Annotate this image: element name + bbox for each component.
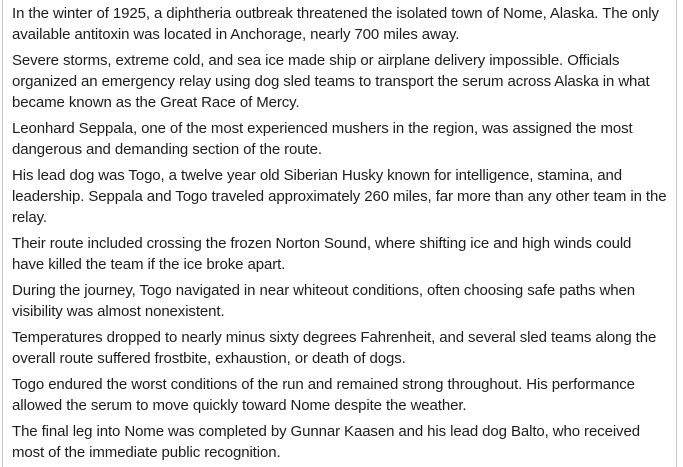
paragraph: Leonhard Seppala, one of the most experienced mushers in the region, was assigned the most dangerous and demanding section of the route. [12, 120, 633, 158]
paragraph: Temperatures dropped to nearly minus sixty degrees Fahrenheit, and several sled teams along the overall route suffered frostbite, exhaustion, or death of dogs. [12, 329, 657, 367]
paragraph: Their route included crossing the frozen Norton Sound, where shifting ice and high winds could have killed the team if the ice broke apart. [12, 235, 632, 273]
paragraph: Severe storms, extreme cold, and sea ice made ship or airplane delivery impossible. Officials organized an emergency relay using dog sled teams to transport the serum across Alaska in what became known as the Great Race of Mercy. [12, 52, 650, 111]
document-panel [2, 0, 677, 467]
paragraph: In the winter of 1925, a diphtheria outbreak threatened the isolated town of Nome, Alaska. The only available antitoxin was located in Anchorage, nearly 700 miles away. [12, 5, 659, 43]
paragraph: The final leg into Nome was completed by Gunnar Kaasen and his lead dog Balto, who received most of the immediate public recognition. [12, 423, 640, 461]
paragraph: During the journey, Togo navigated in near whiteout conditions, often choosing safe paths when visibility was almost nonexistent. [12, 282, 635, 320]
paragraph: Togo endured the worst conditions of the run and remained strong throughout. His performance allowed the serum to move quickly toward Nome despite the weather. [12, 376, 635, 414]
paragraph: His lead dog was Togo, a twelve year old Siberian Husky known for intelligence, stamina, and leadership. Seppala and Togo traveled approximately 260 miles, far more than any other team in the relay. [12, 167, 667, 226]
